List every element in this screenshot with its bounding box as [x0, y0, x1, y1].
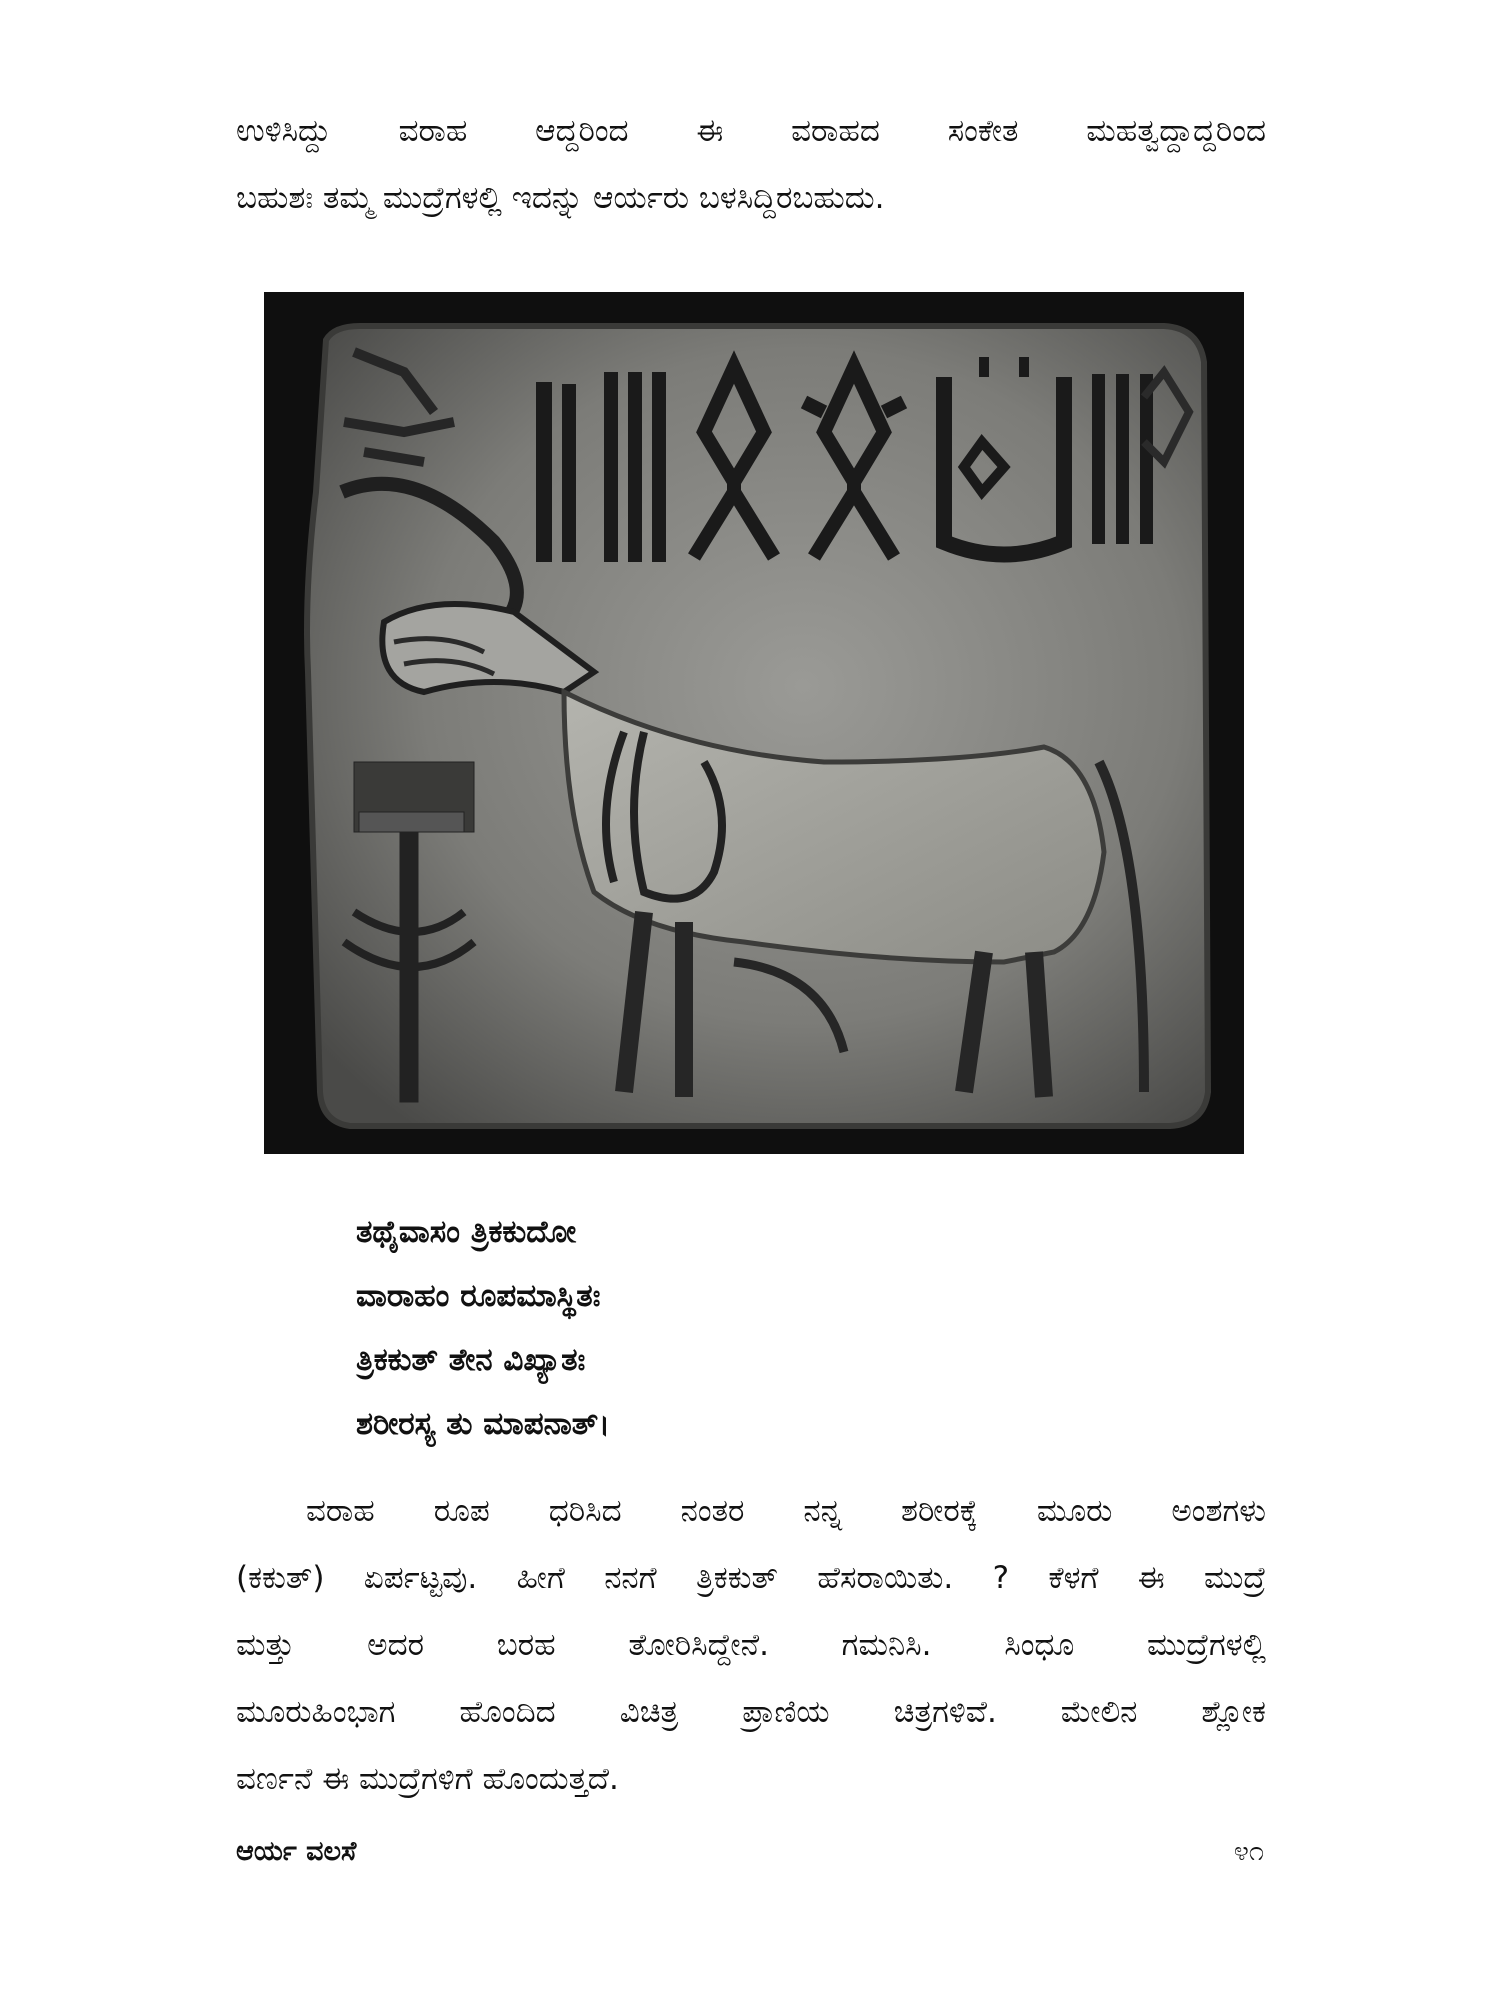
- top-paragraph: [236, 98, 1266, 232]
- indus-seal-photo: [264, 292, 1244, 1154]
- verse-line: ತಥೈವಾಸಂ ತ್ರಿಕಕುದೋ: [356, 1214, 577, 1250]
- top-paragraph-line: ಬಹುಶಃ ತಮ್ಮ ಮುದ್ರೆಗಳಲ್ಲಿ ಇದನ್ನು ಆರ್ಯರು ಬಳಸಿದ್ದಿರಬಹುದು.: [236, 180, 885, 216]
- bottom-paragraph-line: (ಕಕುತ್) ಏರ್ಪಟ್ಟವು. ಹೀಗೆ ನನಗೆ ತ್ರಿಕಕುತ್ ಹೆಸರಾಯಿತು. ? ಕೆಳಗೆ ಈ ಮುದ್ರೆ: [236, 1560, 1266, 1596]
- bottom-paragraph-line: ವರಾಹ ರೂಪ ಧರಿಸಿದ ನಂತರ ನನ್ನ ಶರೀರಕ್ಕೆ ಮೂರು ಅಂಶಗಳು: [306, 1493, 1266, 1529]
- verse-line: ಶರೀರಸ್ಯ ತು ಮಾಪನಾತ್।: [356, 1406, 611, 1442]
- bottom-paragraph-line: ಮತ್ತು ಅದರ ಬರಹ ತೋರಿಸಿದ್ದೇನೆ. ಗಮನಿಸಿ. ಸಿಂಧೂ ಮುದ್ರೆಗಳಲ್ಲಿ: [236, 1627, 1266, 1663]
- bottom-paragraph: [236, 1478, 1266, 1813]
- page-number: ೪೧: [1233, 1836, 1264, 1867]
- top-paragraph-line: ಉಳಿಸಿದ್ದು ವರಾಹ ಆದ್ದರಿಂದ ಈ ವರಾಹದ ಸಂಕೇತ ಮಹತ್ವದ್ದಾದ್ದರಿಂದ: [236, 113, 1266, 149]
- verse-line: ತ್ರಿಕಕುತ್ ತೇನ ವಿಖ್ಯಾತಃ: [356, 1342, 586, 1378]
- sanskrit-verse: [356, 1200, 1056, 1456]
- bottom-paragraph-line: ಮೂರುಹಿಂಭಾಗ ಹೊಂದಿದ ವಿಚಿತ್ರ ಪ್ರಾಣಿಯ ಚಿತ್ರಗಳಿವೆ. ಮೇಲಿನ ಶ್ಲೋಕ: [236, 1694, 1266, 1730]
- footer-book-title: ಆರ್ಯ ವಲಸೆ: [236, 1836, 357, 1867]
- verse-line: ವಾರಾಹಂ ರೂಪಮಾಸ್ಥಿತಃ: [356, 1278, 601, 1314]
- bottom-paragraph-line: ವರ್ಣನೆ ಈ ಮುದ್ರೆಗಳಿಗೆ ಹೊಂದುತ್ತದೆ.: [236, 1761, 619, 1797]
